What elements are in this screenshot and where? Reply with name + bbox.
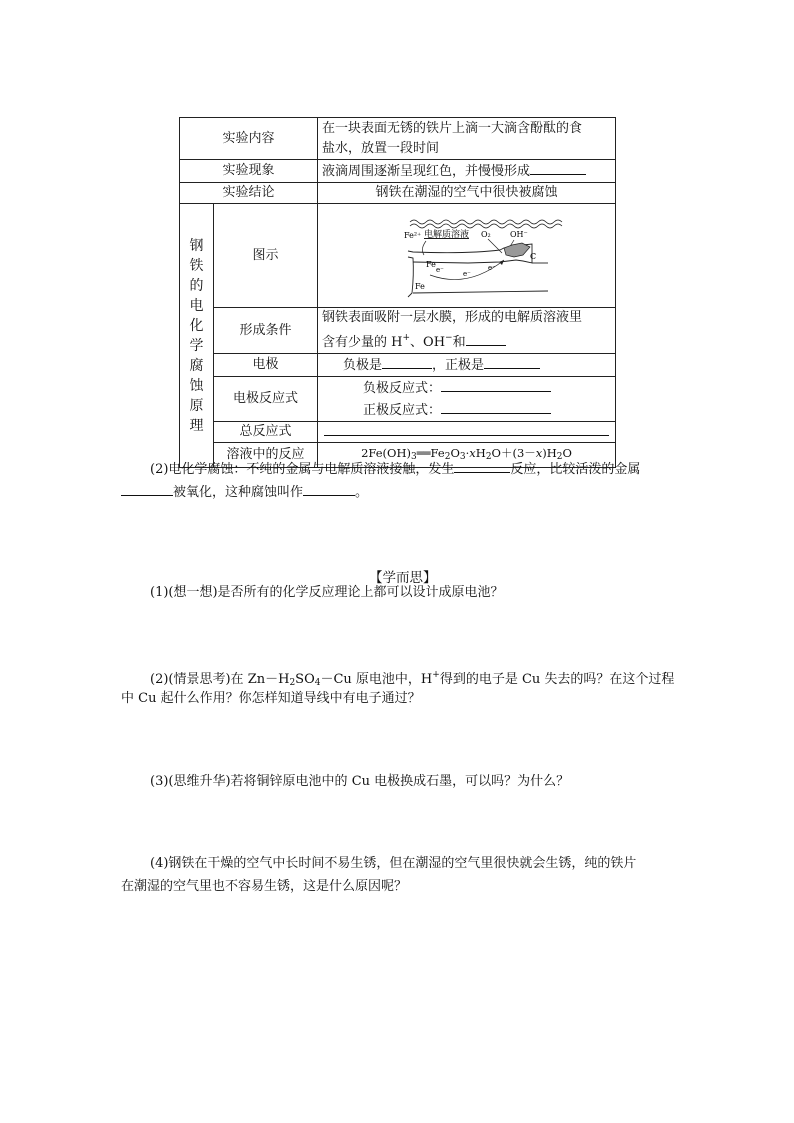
question-2-line2: 中 Cu 起什么作用？你怎样知道导线中有电子通过？ [121,691,421,706]
p2-part-d: 。 [355,485,369,500]
phenomenon-cell [318,160,616,183]
row-experiment-content [180,118,616,160]
water-surface-wave [410,224,562,228]
eq-sub: 2 [556,452,563,462]
condition-and: 和 [452,335,466,350]
experiment-content-line2: 盐水，放置一段时间 [322,140,440,156]
eq-part: )H [542,446,557,460]
iron-plate-edge [408,257,413,297]
label-total-reaction: 总反应式 [214,422,318,443]
p2-part-b: 反应，比较活泼的金属 [510,462,641,477]
eq-sub: 2 [485,452,492,462]
eq-part: O [562,446,572,460]
side-char: 原 [189,397,204,414]
q2-part: －Cu 原电池中，H [320,672,433,687]
blank-negative-reaction [441,377,551,392]
eq-part: O [450,446,460,460]
label-fe-bottom: Fe [415,281,425,291]
side-char: 铁 [189,257,204,274]
label-carbon: C [530,251,537,261]
label-oh: OH⁻ [510,229,528,239]
label-solution-reaction: 溶液中的反应 [214,443,318,468]
q2-sup: + [432,670,440,680]
diagram-cell [318,204,616,308]
water-surface-wave [410,220,562,224]
label-experiment-content: 实验内容 [180,118,318,160]
label-electron-1: e⁻ [436,265,444,274]
p2-part-a: (2)电化学腐蚀：不纯的金属与电解质溶液接触，发生 [150,462,455,477]
label-diagram: 图示 [214,204,318,308]
label-conclusion: 实验结论 [180,183,318,204]
q2-sub: 2 [289,678,296,688]
eq-sub: 3 [459,452,466,462]
side-char: 腐 [189,357,204,374]
side-char: 蚀 [189,377,204,394]
label-o2: O₂ [481,229,491,239]
label-phenomenon: 实验现象 [180,160,318,183]
eq-sub: 3 [410,452,417,462]
eq-sub: 2 [444,452,451,462]
electrode-negative: 负极是 [343,358,383,373]
side-char: 电 [189,297,204,314]
electron-flow-arrowhead [499,260,504,265]
experiment-content-line1: 在一块表面无锈的铁片上滴一大滴含酚酞的食 [322,120,583,136]
q2-part: (2)(情景思考)在 Zn－H [150,672,290,687]
side-char: 学 [189,337,204,354]
side-char: 化 [189,317,204,334]
condition-h-charge: + [402,333,411,343]
blank-condition [466,331,506,346]
question-4-line2: 在潮湿的空气里也不容易生锈，这是什么原因呢？ [121,879,408,894]
condition-cell [318,308,616,354]
condition-oh-charge: − [445,333,453,343]
positive-reaction-label: 正极反应式： [363,403,442,418]
question-4-line1: (4)钢铁在干燥的空气中长时间不易生锈，但在潮湿的空气里很快就会生锈，纯的铁片 [150,856,637,871]
condition-line2 [322,335,506,350]
side-char: 的 [189,277,204,294]
total-reaction-cell [318,422,616,443]
label-electron-2: e⁻ [463,269,471,278]
blank-positive-reaction [441,399,551,414]
condition-oh: 、OH [410,335,446,350]
corrosion-table [179,117,616,468]
blank-active-metal [121,481,173,496]
electrode-cell [318,354,616,377]
question-1: (1)(想一想)是否所有的化学反应理论上都可以设计成原电池？ [150,585,504,600]
label-electrode-reaction: 电极反应式 [214,377,318,422]
question-3: (3)(思维升华)若将铜锌原电池中的 Cu 电极换成石墨，可以吗？为什么？ [150,774,570,789]
row-electrode-reaction [180,377,616,422]
label-fe-inner: Fe [426,259,436,269]
row-condition [180,308,616,354]
phenomenon-text: 液滴周围逐渐呈现红色，并慢慢形成 [322,164,531,179]
row-conclusion [180,183,616,204]
label-electrolyte: 电解质溶液 [424,229,470,240]
row-total-reaction [180,422,616,443]
blank-corrosion-name [303,481,355,496]
paragraph-electrochemical-corrosion-line2 [121,481,368,504]
eq-part: H [475,446,486,460]
label-electron-3: e⁻ [488,263,496,272]
row-diagram [180,204,616,308]
label-electrode: 电极 [214,354,318,377]
eq-part: O＋(3－ [491,446,536,460]
section-title: 【学而思】 [369,570,437,586]
row-electrode [180,354,616,377]
label-condition: 形成条件 [214,308,318,354]
side-label [180,204,214,468]
experiment-content-text [318,118,616,160]
eq-var: x [535,446,543,460]
negative-reaction-label: 负极反应式： [363,381,442,396]
label-fe2plus: Fe²⁺ [404,230,422,240]
condition-h: 含有少量的 H [322,335,403,350]
arrow-fe [422,241,426,255]
iron-plate-bottom [413,291,548,293]
blank-positive-electrode [484,354,540,369]
blank-negative-electrode [382,354,432,369]
eq-part: 2Fe(OH) [361,446,411,460]
electrode-positive: ，正极是 [432,358,485,373]
blank-reaction-type [454,458,510,473]
blank-total-reaction [324,423,609,436]
row-phenomenon [180,160,616,183]
electrode-reaction-cell [318,377,616,422]
eq-part: ══Fe [416,446,445,460]
side-char: 理 [189,417,204,434]
corrosion-diagram [318,205,616,307]
side-char: 钢 [189,237,204,254]
eq-part: · [465,446,470,460]
q2-part: 得到的电子是 Cu 失去的吗？在这个过程 [439,672,675,687]
conclusion-text: 钢铁在潮湿的空气中很快被腐蚀 [318,183,616,204]
q2-sub: 4 [314,678,321,688]
p2-part-c: 被氧化，这种腐蚀叫作 [173,485,304,500]
carbon-particle [504,243,530,257]
blank-phenomenon [530,160,586,175]
q2-part: SO [295,672,315,687]
paragraph-electrochemical-corrosion [150,458,640,481]
eq-var: x [469,446,476,460]
condition-line1: 钢铁表面吸附一层水膜，形成的电解质溶液里 [322,310,583,325]
